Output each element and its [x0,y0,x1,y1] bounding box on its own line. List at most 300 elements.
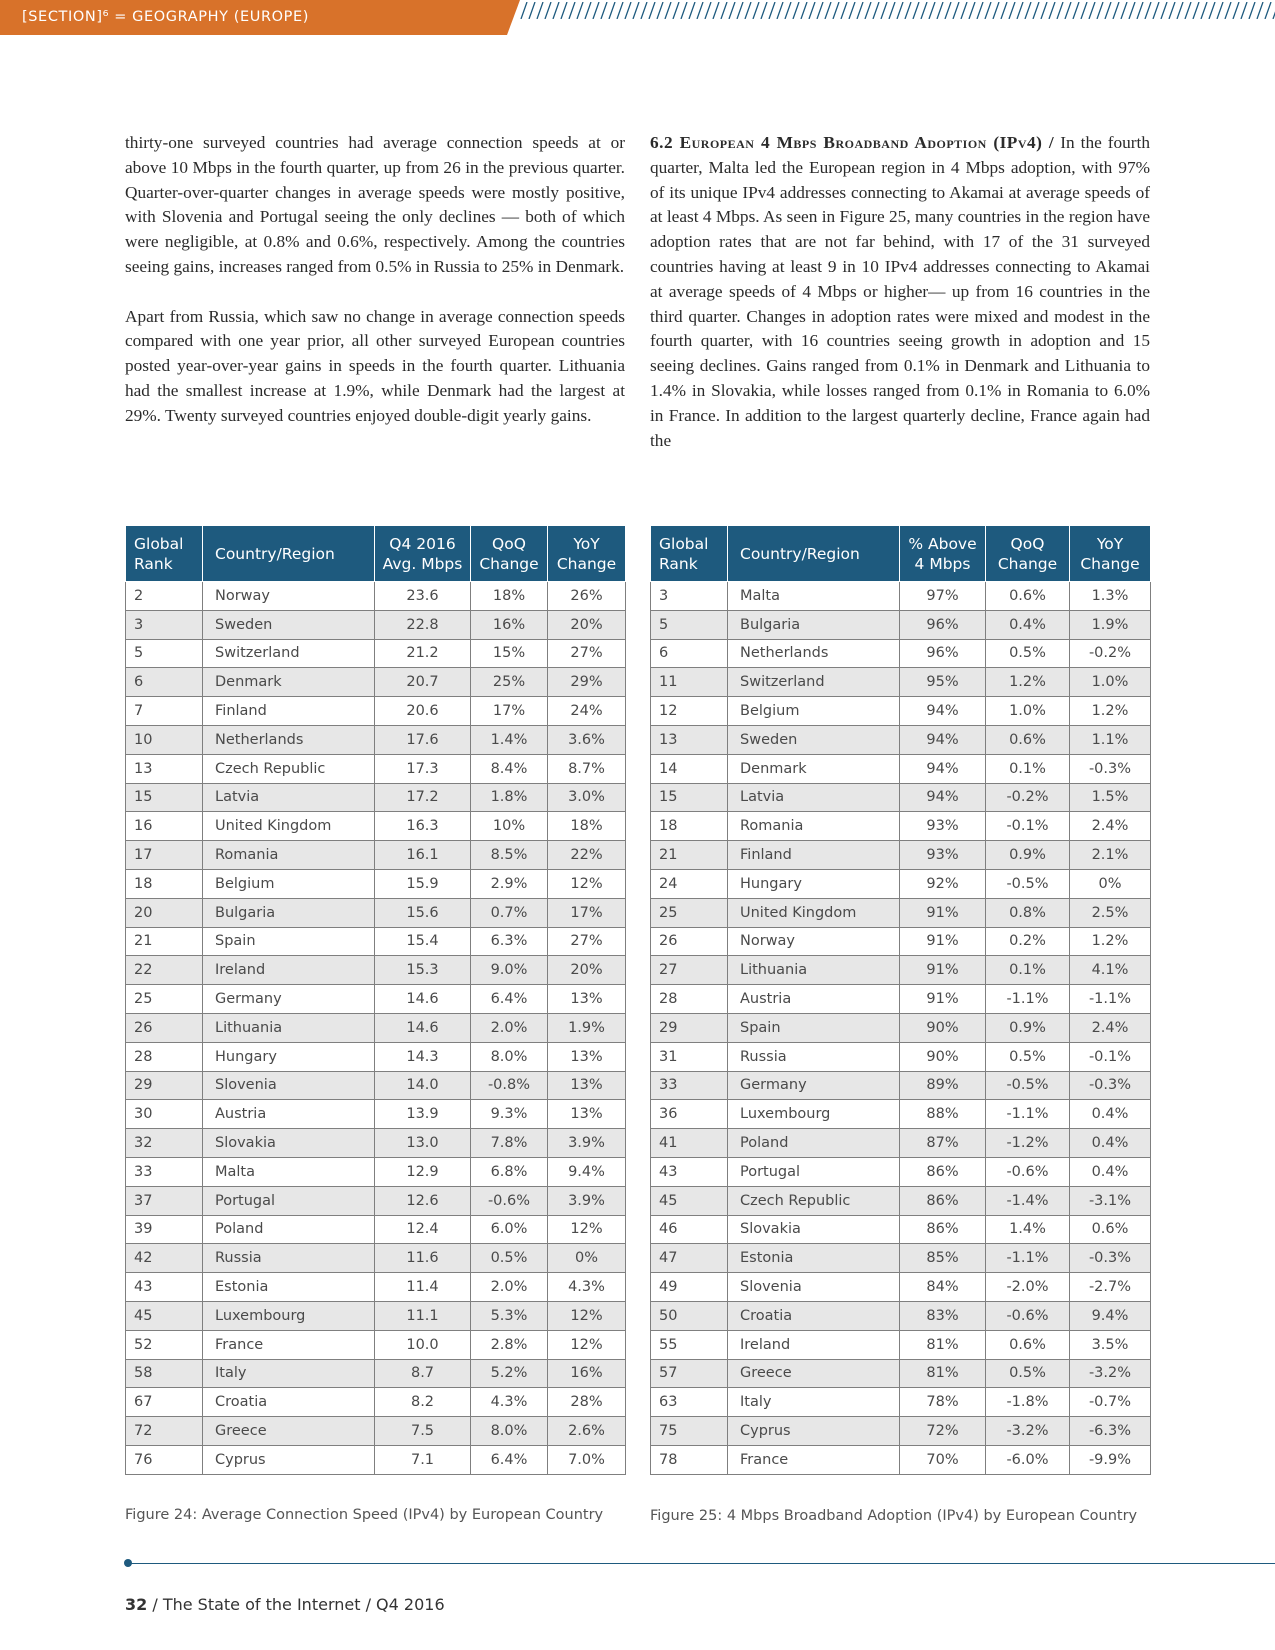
table-row [651,1042,1151,1071]
country-cell: Czech Republic [728,1186,900,1215]
rank-cell: 13 [126,754,203,783]
country-cell: Portugal [728,1157,900,1186]
qoq-cell: -1.1% [986,1100,1070,1129]
country-cell: Denmark [203,668,375,697]
table-row [651,956,1151,985]
qoq-cell: 0.1% [986,956,1070,985]
rank-cell: 76 [126,1445,203,1474]
value-cell: 91% [900,927,986,956]
value-cell: 23.6 [375,582,471,611]
table-row [126,985,626,1014]
country-cell: Czech Republic [203,754,375,783]
rank-cell: 67 [126,1388,203,1417]
value-cell: 22.8 [375,610,471,639]
table-row [651,1244,1151,1273]
table-row [126,1186,626,1215]
table-row [126,1330,626,1359]
value-cell: 96% [900,639,986,668]
table-row [126,956,626,985]
yoy-cell: -0.7% [1070,1388,1151,1417]
qoq-cell: 0.5% [471,1244,548,1273]
yoy-cell: -9.9% [1070,1445,1151,1474]
table-row [126,898,626,927]
country-cell: Denmark [728,754,900,783]
country-cell: Hungary [203,1042,375,1071]
qoq-cell: 2.8% [471,1330,548,1359]
paragraph: Apart from Russia, which saw no change in average connection speeds compared with one year prior, all other surveyed European countries posted year-over-year gains in speeds in the fourth quarter. Lithuania had the smallest increase at 1.9%, while Denmark had the largest at 29%. Twenty surveyed countries enjoyed double-digit yearly gains. [125,306,625,425]
qoq-cell: 18% [471,582,548,611]
country-cell: Germany [203,985,375,1014]
table-row [651,1186,1151,1215]
rank-cell: 57 [651,1359,728,1388]
rank-cell: 49 [651,1273,728,1302]
rank-cell: 15 [651,783,728,812]
rank-cell: 46 [651,1215,728,1244]
value-cell: 10.0 [375,1330,471,1359]
qoq-cell: -6.0% [986,1445,1070,1474]
value-cell: 13.0 [375,1129,471,1158]
table-row [651,1417,1151,1446]
country-cell: Lithuania [728,956,900,985]
adoption-table [650,526,1151,1475]
yoy-cell: 1.9% [1070,610,1151,639]
rank-cell: 3 [651,582,728,611]
yoy-cell: 2.5% [1070,898,1151,927]
country-cell: Greece [728,1359,900,1388]
table-header-row [651,526,1151,582]
yoy-cell: -0.1% [1070,1042,1151,1071]
table-row [126,1244,626,1273]
left-column [125,131,625,429]
qoq-cell: 2.0% [471,1273,548,1302]
yoy-cell: 1.2% [1070,697,1151,726]
yoy-cell: 13% [548,1071,626,1100]
value-cell: 86% [900,1186,986,1215]
country-cell: Spain [728,1013,900,1042]
qoq-cell: -0.6% [986,1157,1070,1186]
yoy-cell: 0.4% [1070,1157,1151,1186]
value-cell: 92% [900,869,986,898]
value-cell: 94% [900,783,986,812]
rank-cell: 16 [126,812,203,841]
yoy-cell: 3.6% [548,725,626,754]
rank-cell: 24 [651,869,728,898]
yoy-cell: 13% [548,1100,626,1129]
country-cell: Belgium [203,869,375,898]
rank-cell: 72 [126,1417,203,1446]
yoy-cell: 29% [548,668,626,697]
qoq-cell: 9.0% [471,956,548,985]
rank-cell: 11 [651,668,728,697]
qoq-cell: 0.5% [986,1042,1070,1071]
rank-cell: 63 [651,1388,728,1417]
yoy-cell: 2.4% [1070,1013,1151,1042]
value-cell: 91% [900,898,986,927]
yoy-cell: 3.9% [548,1186,626,1215]
rank-cell: 26 [126,1013,203,1042]
publication-title: / The State of the Internet / Q4 2016 [147,1595,445,1614]
qoq-cell: -3.2% [986,1417,1070,1446]
table-row [651,812,1151,841]
value-cell: 14.3 [375,1042,471,1071]
table-row [126,582,626,611]
country-cell: Portugal [203,1186,375,1215]
column-header: Country/Region [728,526,900,582]
value-cell: 70% [900,1445,986,1474]
rank-cell: 2 [126,582,203,611]
value-cell: 14.6 [375,985,471,1014]
yoy-cell: 1.1% [1070,725,1151,754]
table-row [651,697,1151,726]
country-cell: Netherlands [728,639,900,668]
adoption-table-body [651,582,1151,1475]
qoq-cell: -1.8% [986,1388,1070,1417]
qoq-cell: 0.9% [986,1013,1070,1042]
footer-dot [124,1559,132,1567]
country-cell: Austria [728,985,900,1014]
rank-cell: 17 [126,841,203,870]
country-cell: Norway [203,582,375,611]
yoy-cell: 4.1% [1070,956,1151,985]
right-column [650,131,1150,453]
table-row [651,1359,1151,1388]
value-cell: 86% [900,1157,986,1186]
qoq-cell: 6.4% [471,1445,548,1474]
rank-cell: 22 [126,956,203,985]
table-header-row [126,526,626,582]
column-header: Global Rank [126,526,203,582]
country-cell: Slovakia [203,1129,375,1158]
table-row [651,725,1151,754]
qoq-cell: 0.2% [986,927,1070,956]
rank-cell: 45 [651,1186,728,1215]
country-cell: Luxembourg [728,1100,900,1129]
qoq-cell: -0.5% [986,1071,1070,1100]
yoy-cell: 1.5% [1070,783,1151,812]
rank-cell: 5 [126,639,203,668]
qoq-cell: -1.2% [986,1129,1070,1158]
table-row [651,1013,1151,1042]
qoq-cell: 2.0% [471,1013,548,1042]
qoq-cell: -0.8% [471,1071,548,1100]
value-cell: 21.2 [375,639,471,668]
rank-cell: 18 [126,869,203,898]
qoq-cell: 0.4% [986,610,1070,639]
value-cell: 8.7 [375,1359,471,1388]
rank-cell: 33 [651,1071,728,1100]
value-cell: 84% [900,1273,986,1302]
value-cell: 93% [900,812,986,841]
yoy-cell: 0% [1070,869,1151,898]
value-cell: 13.9 [375,1100,471,1129]
qoq-cell: 7.8% [471,1129,548,1158]
yoy-cell: 18% [548,812,626,841]
column-header: YoY Change [548,526,626,582]
qoq-cell: 0.6% [986,582,1070,611]
value-cell: 15.9 [375,869,471,898]
qoq-cell: 0.8% [986,898,1070,927]
yoy-cell: 13% [548,985,626,1014]
country-cell: Cyprus [203,1445,375,1474]
qoq-cell: 6.0% [471,1215,548,1244]
rank-cell: 58 [126,1359,203,1388]
country-cell: Austria [203,1100,375,1129]
table-row [651,1330,1151,1359]
qoq-cell: 1.2% [986,668,1070,697]
rank-cell: 75 [651,1417,728,1446]
column-header: QoQ Change [986,526,1070,582]
yoy-cell: 2.1% [1070,841,1151,870]
country-cell: Malta [728,582,900,611]
section-label: [SECTION]⁶ = GEOGRAPHY (EUROPE) [22,9,310,25]
value-cell: 8.2 [375,1388,471,1417]
paragraph: thirty-one surveyed countries had average connection speeds at or above 10 Mbps in the fourth quarter, up from 26 in the previous quarter. Quarter-over-quarter changes in average speeds were mostly positive, with Slovenia and Portugal seeing the only declines — both of which were negligible, at 0.8% and 0.6%, respectively. Among the countries seeing gains, increases ranged from 0.5% in Russia to 25% in Denmark. [125,133,625,276]
column-header: % Above 4 Mbps [900,526,986,582]
page-number: 32 [125,1595,148,1614]
country-cell: Sweden [203,610,375,639]
qoq-cell: 1.4% [986,1215,1070,1244]
value-cell: 12.4 [375,1215,471,1244]
rank-cell: 45 [126,1301,203,1330]
yoy-cell: 3.9% [548,1129,626,1158]
qoq-cell: 2.9% [471,869,548,898]
footer-rule [128,1563,1275,1564]
country-cell: Slovenia [203,1071,375,1100]
qoq-cell: 17% [471,697,548,726]
qoq-cell: 5.2% [471,1359,548,1388]
yoy-cell: 9.4% [548,1157,626,1186]
value-cell: 91% [900,956,986,985]
rank-cell: 25 [126,985,203,1014]
value-cell: 16.1 [375,841,471,870]
country-cell: Spain [203,927,375,956]
rank-cell: 21 [651,841,728,870]
country-cell: Finland [203,697,375,726]
qoq-cell: 9.3% [471,1100,548,1129]
speed-table-body [126,582,626,1475]
rank-cell: 33 [126,1157,203,1186]
value-cell: 7.1 [375,1445,471,1474]
yoy-cell: 1.3% [1070,582,1151,611]
rank-cell: 12 [651,697,728,726]
qoq-cell: -0.6% [986,1301,1070,1330]
rank-cell: 13 [651,725,728,754]
value-cell: 95% [900,668,986,697]
rank-cell: 28 [126,1042,203,1071]
value-cell: 86% [900,1215,986,1244]
rank-cell: 14 [651,754,728,783]
yoy-cell: 20% [548,610,626,639]
country-cell: Ireland [203,956,375,985]
yoy-cell: 17% [548,898,626,927]
country-cell: Poland [728,1129,900,1158]
country-cell: Italy [728,1388,900,1417]
country-cell: France [728,1445,900,1474]
rank-cell: 30 [126,1100,203,1129]
yoy-cell: 2.4% [1070,812,1151,841]
rank-cell: 28 [651,985,728,1014]
country-cell: Hungary [728,869,900,898]
rank-cell: 10 [126,725,203,754]
country-cell: Bulgaria [728,610,900,639]
table-row [126,697,626,726]
rank-cell: 27 [651,956,728,985]
figure-caption: Figure 25: 4 Mbps Broadband Adoption (IPv4) by European Country [650,1508,1138,1524]
table-row [126,1445,626,1474]
table-row [126,1157,626,1186]
value-cell: 83% [900,1301,986,1330]
qoq-cell: 1.8% [471,783,548,812]
value-cell: 15.3 [375,956,471,985]
table-row [651,582,1151,611]
country-cell: Bulgaria [203,898,375,927]
rank-cell: 25 [651,898,728,927]
rank-cell: 21 [126,927,203,956]
country-cell: Greece [203,1417,375,1446]
table-row [651,841,1151,870]
country-cell: Romania [728,812,900,841]
table-row [126,1100,626,1129]
table-row [651,1100,1151,1129]
qoq-cell: 0.9% [986,841,1070,870]
yoy-cell: 7.0% [548,1445,626,1474]
qoq-cell: -1.1% [986,985,1070,1014]
yoy-cell: 1.9% [548,1013,626,1042]
country-cell: Croatia [203,1388,375,1417]
country-cell: Norway [728,927,900,956]
qoq-cell: 1.0% [986,697,1070,726]
yoy-cell: -0.2% [1070,639,1151,668]
value-cell: 94% [900,725,986,754]
column-header: YoY Change [1070,526,1151,582]
qoq-cell: 8.4% [471,754,548,783]
value-cell: 94% [900,697,986,726]
qoq-cell: -0.2% [986,783,1070,812]
value-cell: 14.6 [375,1013,471,1042]
yoy-cell: -0.3% [1070,1244,1151,1273]
country-cell: Italy [203,1359,375,1388]
yoy-cell: 0.4% [1070,1100,1151,1129]
country-cell: Lithuania [203,1013,375,1042]
table-row [126,927,626,956]
rank-cell: 41 [651,1129,728,1158]
yoy-cell: 20% [548,956,626,985]
value-cell: 93% [900,841,986,870]
qoq-cell: 8.0% [471,1042,548,1071]
yoy-cell: -6.3% [1070,1417,1151,1446]
table-row [651,1273,1151,1302]
rank-cell: 3 [126,610,203,639]
value-cell: 88% [900,1100,986,1129]
rank-cell: 6 [651,639,728,668]
yoy-cell: 0% [548,1244,626,1273]
value-cell: 85% [900,1244,986,1273]
qoq-cell: 5.3% [471,1301,548,1330]
yoy-cell: 13% [548,1042,626,1071]
rank-cell: 29 [651,1013,728,1042]
qoq-cell: -1.1% [986,1244,1070,1273]
qoq-cell: 1.4% [471,725,548,754]
value-cell: 12.9 [375,1157,471,1186]
table-row [126,1042,626,1071]
value-cell: 90% [900,1042,986,1071]
country-cell: Slovakia [728,1215,900,1244]
qoq-cell: 0.6% [986,1330,1070,1359]
yoy-cell: 3.0% [548,783,626,812]
value-cell: 91% [900,985,986,1014]
rank-cell: 18 [651,812,728,841]
yoy-cell: 0.6% [1070,1215,1151,1244]
section-banner [0,0,1275,35]
value-cell: 12.6 [375,1186,471,1215]
country-cell: Luxembourg [203,1301,375,1330]
table-row [651,1071,1151,1100]
qoq-cell: 10% [471,812,548,841]
hatch-decoration [520,2,1275,19]
table-row [126,754,626,783]
country-cell: Finland [728,841,900,870]
rank-cell: 26 [651,927,728,956]
table-row [126,1273,626,1302]
yoy-cell: 27% [548,639,626,668]
table-row [126,1388,626,1417]
value-cell: 20.7 [375,668,471,697]
yoy-cell: 4.3% [548,1273,626,1302]
qoq-cell: 0.1% [986,754,1070,783]
rank-cell: 78 [651,1445,728,1474]
qoq-cell: 0.6% [986,725,1070,754]
rank-cell: 15 [126,783,203,812]
yoy-cell: 1.2% [1070,927,1151,956]
value-cell: 78% [900,1388,986,1417]
table-row [126,610,626,639]
qoq-cell: -0.1% [986,812,1070,841]
table-row [651,898,1151,927]
figure-caption: Figure 24: Average Connection Speed (IPv4) by European Country [125,1507,604,1523]
table-row [126,1215,626,1244]
rank-cell: 52 [126,1330,203,1359]
rank-cell: 37 [126,1186,203,1215]
table-row [651,639,1151,668]
rank-cell: 47 [651,1244,728,1273]
qoq-cell: 16% [471,610,548,639]
yoy-cell: 9.4% [1070,1301,1151,1330]
table-row [126,1129,626,1158]
table-row [651,869,1151,898]
country-cell: Russia [203,1244,375,1273]
rank-cell: 7 [126,697,203,726]
table-row [651,1157,1151,1186]
yoy-cell: 8.7% [548,754,626,783]
yoy-cell: -0.3% [1070,754,1151,783]
qoq-cell: 0.5% [986,1359,1070,1388]
table-row [651,1301,1151,1330]
value-cell: 7.5 [375,1417,471,1446]
rank-cell: 29 [126,1071,203,1100]
qoq-cell: 0.5% [986,639,1070,668]
paragraph-text: In the fourth quarter, Malta led the European region in 4 Mbps adoption, with 97% of its unique IPv4 addresses connecting to Akamai at average speeds of at least 4 Mbps. As seen in Figure 25, many countries in the region have adoption rates that are not far behind, with 17 of the 31 surveyed countries having at least 9 in 10 IPv4 addresses connecting to Akamai at average speeds of 4 Mbps or higher— up from 16 countries in the third quarter. Changes in adoption rates were mixed and modest in the fourth quarter, with 16 countries seeing growth in adoption and 15 seeing declines. Gains ranged from 0.1% in Denmark and Lithuania to 1.4% in Slovakia, while losses ranged from 0.1% in Romania to 6.0% in France. In addition to the largest quarterly decline, France again had the [650,133,1150,450]
table-row [126,841,626,870]
value-cell: 81% [900,1359,986,1388]
yoy-cell: 3.5% [1070,1330,1151,1359]
paragraph [650,131,1150,453]
value-cell: 20.6 [375,697,471,726]
column-header: QoQ Change [471,526,548,582]
yoy-cell: -1.1% [1070,985,1151,1014]
value-cell: 17.2 [375,783,471,812]
qoq-cell: 6.8% [471,1157,548,1186]
rank-cell: 5 [651,610,728,639]
